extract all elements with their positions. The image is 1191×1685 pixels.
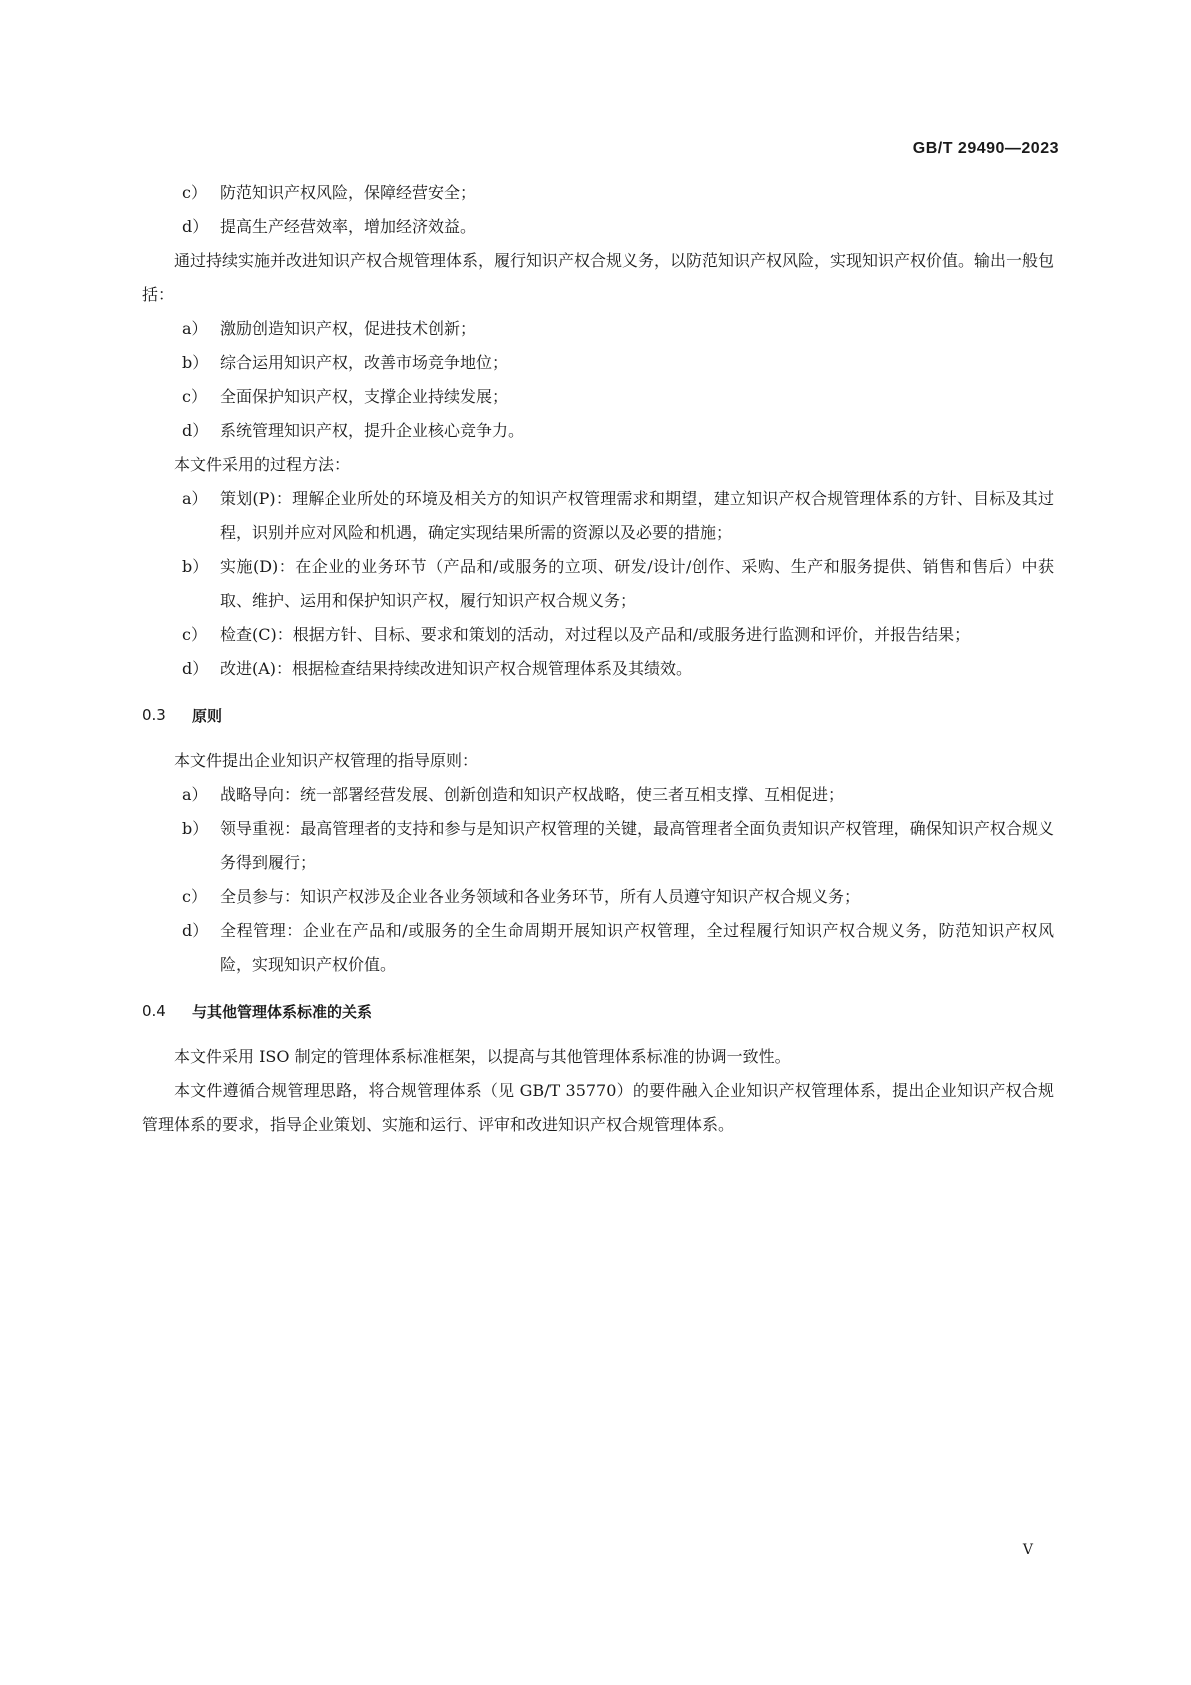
standard-code: GB/T 29490—2023 <box>912 140 1059 157</box>
list-marker: c） <box>182 183 207 202</box>
output-paragraph: 通过持续实施并改进知识产权合规管理体系，履行知识产权合规义务，以防范知识产权风险，实现知识产权价值。输出一般包括： <box>142 251 1055 304</box>
list-text: 战略导向：统一部署经营发展、创新创造和知识产权战略，使三者互相支撑、互相促进； <box>220 785 845 804</box>
list-marker: b） <box>182 353 209 372</box>
process-paragraph: 本文件采用的过程方法： <box>174 455 351 474</box>
list-marker: c） <box>182 887 207 906</box>
list-marker: a） <box>182 785 208 804</box>
list-text: 实施(D)：在企业的业务环节（产品和/或服务的立项、研发/设计/创作、采购、生产和服务提供、销售和售后）中获取、维护、运用和保护知识产权，履行知识产权合规义务； <box>220 557 1054 610</box>
list-item <box>142 380 1054 414</box>
list-item <box>142 880 1054 914</box>
list-marker: b） <box>182 819 209 838</box>
section-heading-relationship <box>142 994 1054 1028</box>
list-text: 策划(P)：理解企业所处的环境及相关方的知识产权管理需求和期望，建立知识产权合规管理体系的方针、目标及其过程，识别并应对风险和机遇，确定实现结果所需的资源以及必要的措施； <box>220 489 1054 542</box>
list-item <box>142 414 1054 448</box>
list-marker: d） <box>182 217 209 236</box>
list-marker: b） <box>182 557 209 576</box>
list-item <box>142 482 1054 550</box>
list-marker: d） <box>182 921 209 940</box>
principles-paragraph: 本文件提出企业知识产权管理的指导原则： <box>174 751 479 770</box>
list-item <box>142 176 1054 210</box>
list-text: 改进(A)：根据检查结果持续改进知识产权合规管理体系及其绩效。 <box>220 659 693 678</box>
page-body <box>142 176 1054 1142</box>
list-item <box>142 346 1054 380</box>
iso-paragraph: 本文件采用 ISO 制定的管理体系标准框架，以提高与其他管理体系标准的协调一致性。 <box>174 1047 791 1066</box>
list-text: 综合运用知识产权，改善市场竞争地位； <box>220 353 509 372</box>
list-text: 提高生产经营效率，增加经济效益。 <box>220 217 477 236</box>
section-title: 原则 <box>192 706 223 725</box>
list-marker: d） <box>182 659 209 678</box>
list-item <box>142 210 1054 244</box>
list-item <box>142 778 1054 812</box>
section-number: 0.3 <box>142 706 166 724</box>
list-item <box>142 312 1054 346</box>
list-text: 防范知识产权风险，保障经营安全； <box>220 183 477 202</box>
section-title: 与其他管理体系标准的关系 <box>192 1002 373 1021</box>
list-marker: c） <box>182 625 207 644</box>
list-text: 系统管理知识产权，提升企业核心竞争力。 <box>220 421 525 440</box>
page-number: V <box>1022 1542 1033 1558</box>
list-marker: d） <box>182 421 209 440</box>
list-marker: c） <box>182 387 207 406</box>
list-item <box>142 812 1054 880</box>
section-heading-principles <box>142 698 1054 732</box>
list-text: 检查(C)：根据方针、目标、要求和策划的活动，对过程以及产品和/或服务进行监测和评价，并报告结果； <box>220 625 971 644</box>
list-text: 全面保护知识产权，支撑企业持续发展； <box>220 387 509 406</box>
list-marker: a） <box>182 319 208 338</box>
section-number: 0.4 <box>142 1002 166 1020</box>
list-text: 激励创造知识产权，促进技术创新； <box>220 319 477 338</box>
list-marker: a） <box>182 489 208 508</box>
list-item <box>142 550 1054 618</box>
list-text: 领导重视：最高管理者的支持和参与是知识产权管理的关键，最高管理者全面负责知识产权管理，确保知识产权合规义务得到履行； <box>220 819 1054 872</box>
compliance-paragraph: 本文件遵循合规管理思路，将合规管理体系（见 GB/T 35770）的要件融入企业知识产权管理体系，提出企业知识产权合规管理体系的要求，指导企业策划、实施和运行、评审和改进知识产权合规管理体系。 <box>142 1081 1054 1134</box>
list-text: 全程管理：企业在产品和/或服务的全生命周期开展知识产权管理，全过程履行知识产权合规义务，防范知识产权风险，实现知识产权价值。 <box>220 921 1054 974</box>
list-item <box>142 618 1054 652</box>
list-item <box>142 914 1054 982</box>
list-text: 全员参与：知识产权涉及企业各业务领域和各业务环节，所有人员遵守知识产权合规义务； <box>220 887 861 906</box>
list-item <box>142 652 1054 686</box>
